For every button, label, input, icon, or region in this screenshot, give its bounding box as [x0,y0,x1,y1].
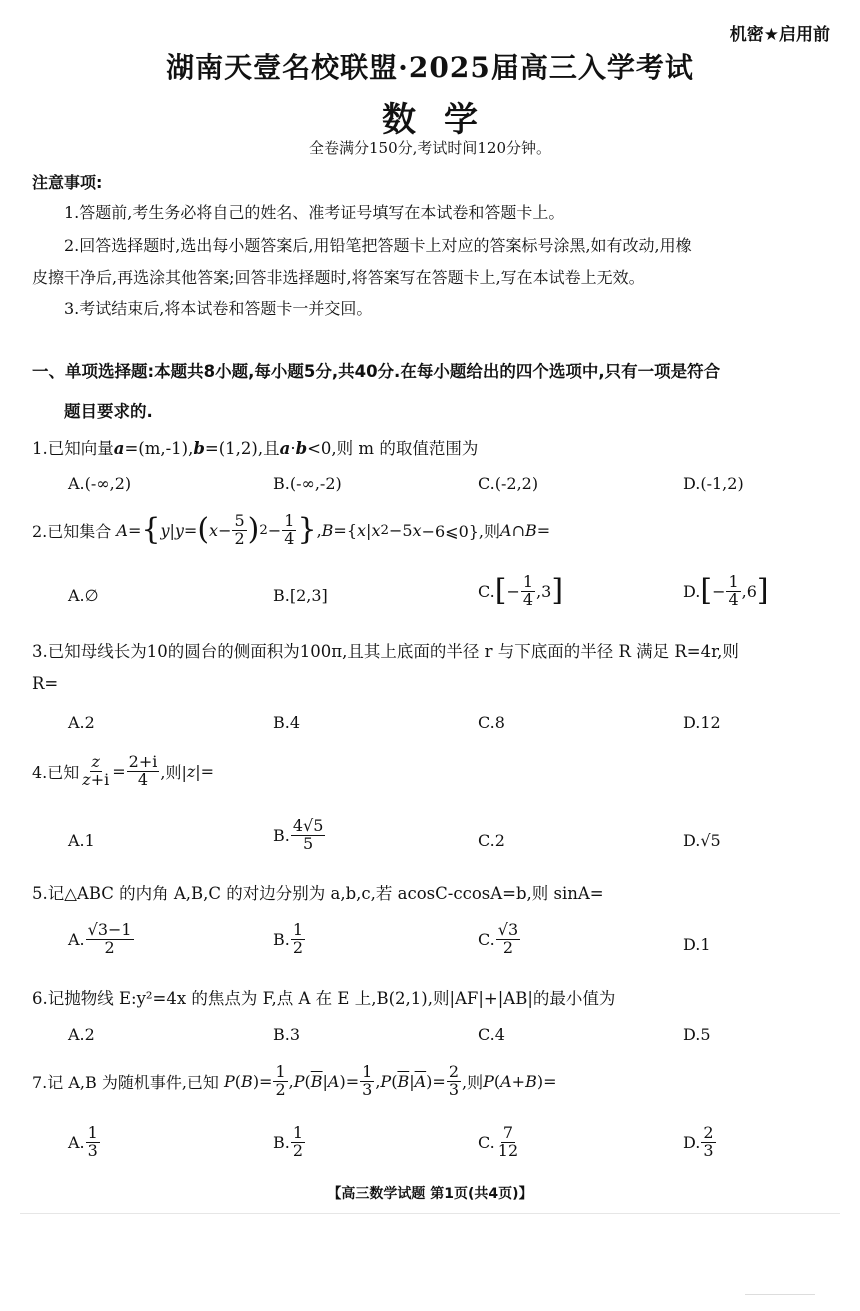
option-a: A.1 [68,831,95,850]
question-3: 3.已知母线长为10的圆台的侧面积为100π,且其上底面的半径 r 与下底面的半径 R 满足 R=4r,则 [32,642,739,661]
option-c: C. $\frac{7}{12}$ [478,1123,519,1160]
subject-title: 数学 [382,100,506,140]
section-heading: 一、单项选择题:本题共8小题,每小题5分,共40分.在每小题给出的四个选项中,只有一项是符合 [32,362,721,381]
option-c: C. [ − $\frac{1}{4}$ ,3 ] [478,572,564,609]
option-a: A. $\frac{1}{3}$ [68,1123,98,1160]
option-d: D.12 [683,713,721,732]
option-a: A.(-∞,2) [68,474,132,493]
option-b: B.(-∞,-2) [273,474,342,493]
notice-item: 皮擦干净后,再选涂其他答案;回答非选择题时,将答案写在答题卡上,写在本试卷上无效。 [32,268,645,287]
option-d: D. $\frac{2}{3}$ [683,1123,714,1160]
question-5: 5.记△ABC 的内角 A,B,C 的对边分别为 a,b,c,若 acosC-ccosA=b,则 sinA= [32,884,604,903]
option-b: B.3 [273,1025,301,1044]
option-a: A.2 [68,1025,95,1044]
page-footer: 【高三数学试题 第1页(共4页)】 [327,1186,533,1202]
page-divider [20,1213,840,1214]
question-4: 4.已知 $\frac{z}{z+i}$ = $\frac{2+i}{4}$ ,则| z |= [32,752,215,789]
notice-item: 3.考试结束后,将本试卷和答题卡一并交回。 [64,299,373,318]
option-c: C.2 [478,831,505,850]
option-c: C. $\frac{√3}{2}$ [478,920,519,957]
question-3-cont: R= [32,674,59,693]
question-2: 2.已知集合 A = { y | y = ( x − $\frac{5}{2}$ ) 2 − $\frac{1}{4}$ } , B ={ x | x 2 −5 x −6⩽0},则 A ∩ B = [32,511,551,548]
option-d: D.5 [683,1025,711,1044]
option-d: D.(-1,2) [683,474,744,493]
question-1: 1.已知向量a=(m,-1),b=(1,2),且a·b<0,则 m 的取值范围为 [32,439,479,458]
option-b: B. $\frac{1}{2}$ [273,1123,304,1160]
question-7: 7.记 A,B 为随机事件,已知 P ( B )= $\frac{1}{2}$ , P ( $\overline{B}$ | A )= $\frac{1}{3}$ , P ( $\overline{B}$ | $\overline{A}$ )= $\frac{2}{3}$ ,则 P ( A + B )= [32,1062,557,1099]
notice-item: 2.回答选择题时,选出每小题答案后,用铅笔把答题卡上对应的答案标号涂黑,如有改动,用橡 [64,236,692,255]
option-c: C.4 [478,1025,505,1044]
question-6: 6.记抛物线 E:y²=4x 的焦点为 F,点 A 在 E 上,B(2,1),则|AF|+|AB|的最小值为 [32,989,616,1008]
option-d: D.√5 [683,831,721,850]
option-b: B. $\frac{4√5}{5}$ [273,816,324,853]
exam-title: 湖南天壹名校联盟·2025届高三入学考试 [166,51,694,84]
option-b: B.[2,3] [273,586,328,605]
section-heading-cont: 题目要求的. [64,402,153,421]
confidential-label: 机密★启用前 [729,25,830,45]
option-a: A.∅ [68,586,99,605]
option-c: C.(-2,2) [478,474,539,493]
scan-artifact [745,1294,815,1295]
notice-item: 1.答题前,考生务必将自己的姓名、准考证号填写在本试卷和答题卡上。 [64,203,565,222]
exam-meta: 全卷满分150分,考试时间120分钟。 [308,139,552,157]
option-a: A. $\frac{√3-1}{2}$ [68,920,132,957]
notice-heading: 注意事项: [32,173,103,192]
option-d: D. [ − $\frac{1}{4}$ ,6 ] [683,572,769,609]
option-c: C.8 [478,713,505,732]
option-b: B. $\frac{1}{2}$ [273,920,304,957]
option-b: B.4 [273,713,301,732]
option-a: A.2 [68,713,95,732]
option-d: D.1 [683,935,711,954]
